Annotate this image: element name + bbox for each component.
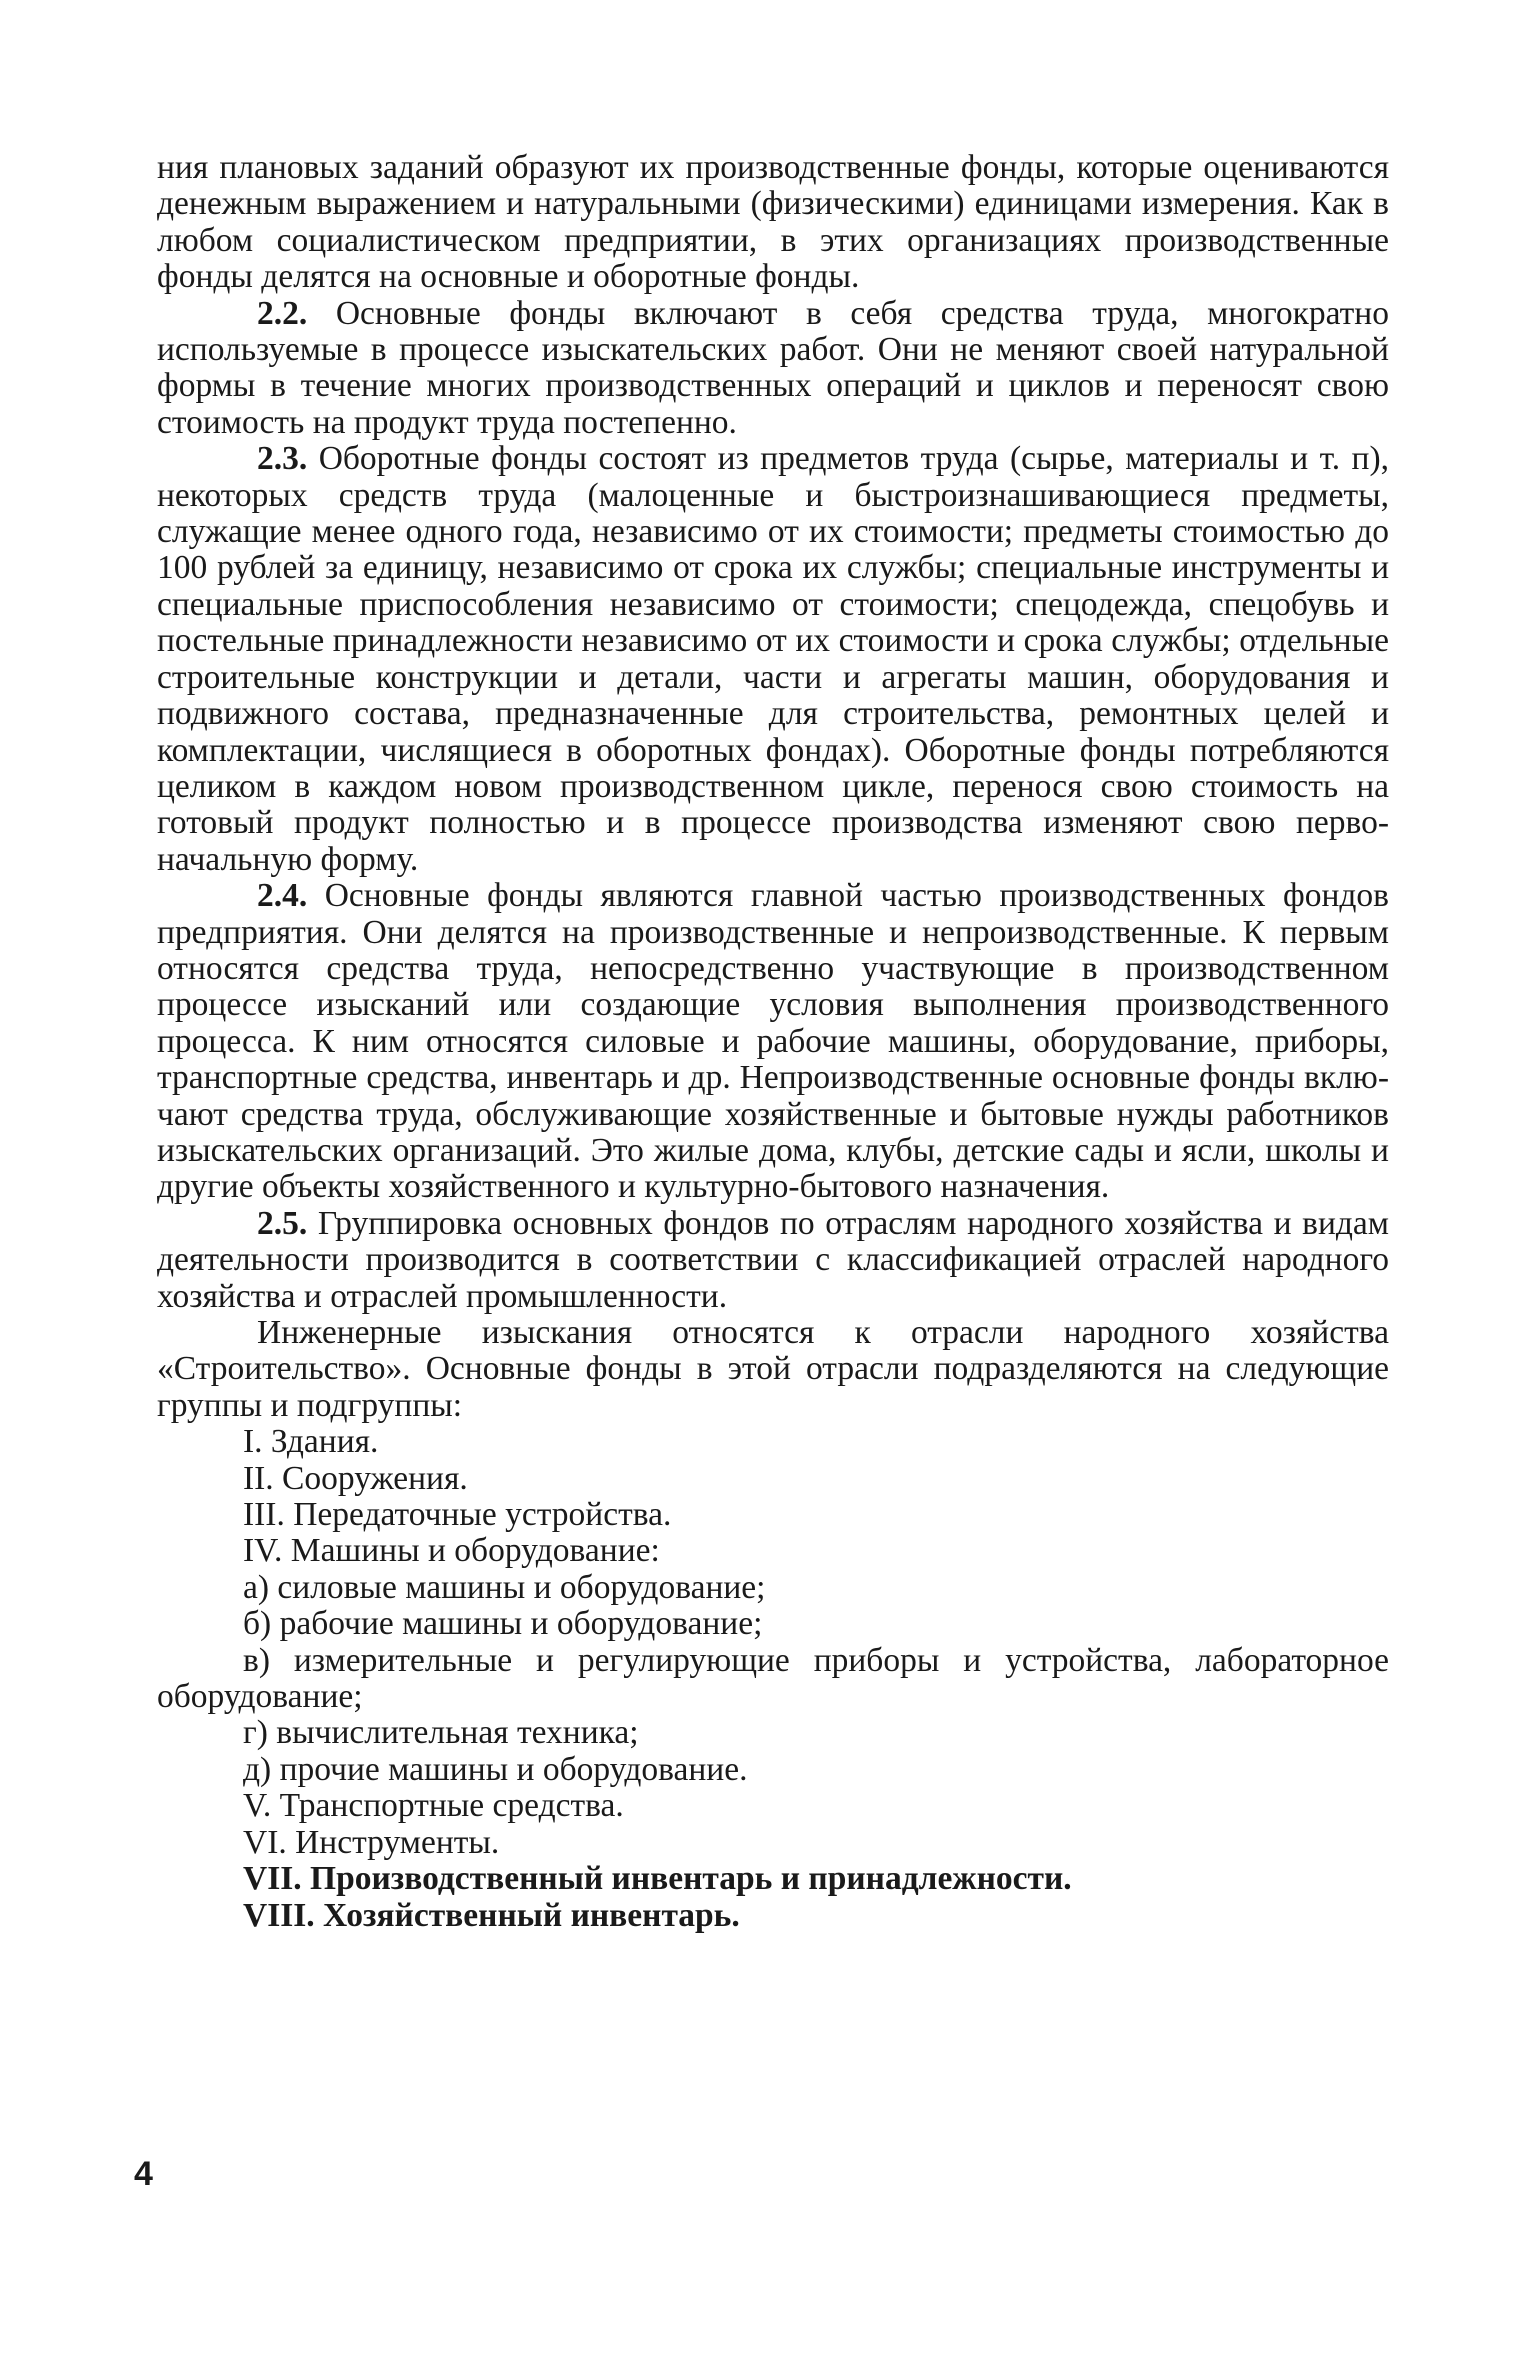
paragraph-text: Основные фонды являются главной частью производственных фондов предприятия. Они делятся на производственные и непроизводственные. К первым относятся средства труда, непосредственно участвующие в производственном процессе изысканий или создающие условия выполнения производственного процесса. К ним относятся силовые и рабочие машины, оборудование, приборы, транспортные средства, инвентарь и др. Непроизводственные основные фонды включают средства труда, обслуживающие хозяйственные и бытовые нужды работников изыскательских организаций. Это жилые дома, клубы, детские сады и ясли, школы и другие объекты хозяйственного и культурно-бытового назначения. — [157, 877, 1389, 1206]
list-item: VII. Производственный инвентарь и принадлежности. — [243, 1860, 1072, 1898]
list-item: а) силовые машины и оборудование; — [243, 1568, 766, 1606]
list-item: I. Здания. — [243, 1423, 379, 1461]
page-number: 4 — [134, 2155, 153, 2193]
section-number: 2.3. — [257, 440, 308, 478]
paragraph-text: Инженерные изыскания относятся к отрасли народного хозяйства «Строительство». Основные фонды в этой отрасли подразделяются на следующие группы и подгруппы: — [157, 1314, 1389, 1424]
fund-groups-list — [157, 1424, 1389, 1934]
list-item: II. Сооружения. — [243, 1459, 468, 1497]
paragraph-2-4 — [157, 878, 1389, 1206]
list-item: в) измерительные и регулирующие приборы и устройства, лабораторное оборудование; — [157, 1641, 1389, 1716]
paragraph-text: Основные фонды включают в себя средства труда, многократно используемые в процессе изыскательских работ. Они не меняют своей натуральной формы в течение многих производственных операций и циклов и переносят свою стоимость на продукт труда постепенно. — [157, 294, 1389, 441]
paragraph-engineering-surveys — [157, 1315, 1389, 1424]
section-number: 2.2. — [257, 294, 308, 332]
list-item: д) прочие машины и оборудование. — [243, 1750, 748, 1788]
section-number: 2.4. — [257, 877, 308, 915]
paragraph-2-3 — [157, 441, 1389, 878]
list-item: VI. Инструменты. — [243, 1823, 500, 1861]
list-item: V. Транспортные средства. — [243, 1787, 624, 1825]
list-item: IV. Машины и оборудование: — [243, 1532, 660, 1570]
paragraph-2-5 — [157, 1206, 1389, 1315]
paragraph-continuation — [157, 150, 1389, 296]
paragraph-text: Оборотные фонды состоят из предметов труда (сырье, материалы и т. п), некоторых средств труда (малоценные и быстроизнашивающиеся предметы, служащие менее одного года, независимо от их стоимости; предметы стоимостью до 100 рублей за единицу, независимо от срока их службы; специальные инструменты и специальные приспособления независимо от стоимости; спецодежда, спецобувь и постельные принадлежности независимо от их стоимости и срока службы; отдельные строительные конструкции и детали, части и агрегаты машин, оборудования и подвижного состава, предназначенные для строительства, ремонтных целей и комплектации, числящиеся в оборотных фондах). Оборотные фонды потребляются целиком в каждом новом производственном цикле, перенося свою стоимость на готовый продукт полностью и в процессе производства изменяют свою первоначальную форму. — [157, 440, 1389, 878]
section-number: 2.5. — [257, 1204, 308, 1242]
paragraph-text: Группировка основных фондов по отраслям народного хозяйства и видам деятельности производится в соответствии с классификацией отраслей народного хозяйства и отраслей промышленности. — [157, 1204, 1389, 1315]
body-text — [157, 150, 1389, 1934]
paragraph-2-2 — [157, 296, 1389, 442]
paragraph-text: ния плановых заданий образуют их производственные фонды, которые оцениваются денежным выражением и натуральными (физическими) единицами измерения. Как в любом социалистическом предприятии, в этих организациях производственные фонды делятся на основные и оборотные фонды. — [157, 149, 1389, 296]
list-item: г) вычислительная техника; — [243, 1714, 639, 1752]
list-item: б) рабочие машины и оборудование; — [243, 1605, 763, 1643]
list-item: III. Передаточные устройства. — [243, 1496, 672, 1534]
list-item: VIII. Хозяйственный инвентарь. — [243, 1896, 740, 1934]
